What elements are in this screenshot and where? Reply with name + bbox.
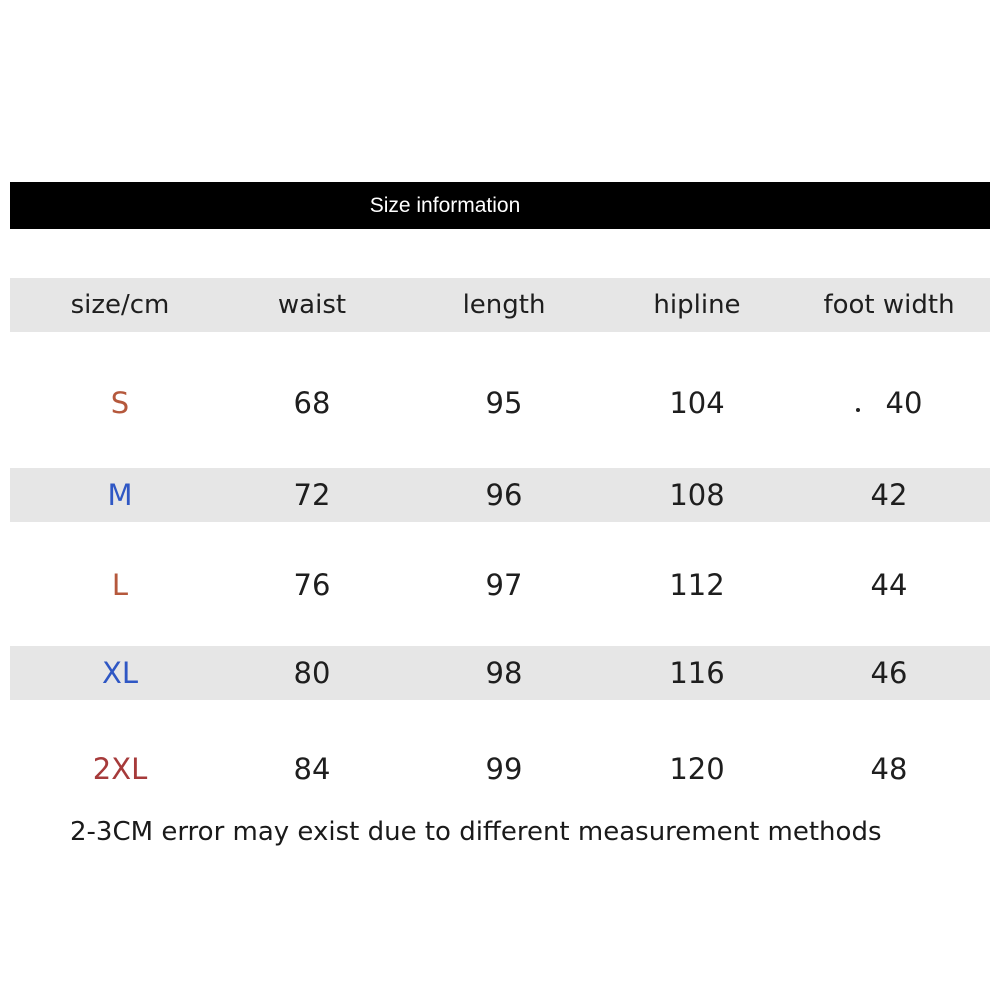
- hipline-value: 120: [669, 752, 725, 786]
- length-value: 97: [485, 568, 523, 602]
- size-label: L: [111, 568, 129, 602]
- length-value: 99: [485, 752, 523, 786]
- foot-width-value: 46: [870, 656, 908, 690]
- title-bar: [10, 182, 990, 229]
- waist-value: 72: [293, 478, 331, 512]
- foot-width-value: 40: [885, 386, 923, 420]
- waist-value: 76: [293, 568, 331, 602]
- header-size: size/cm: [70, 290, 170, 320]
- length-value: 95: [485, 386, 523, 420]
- header-length: length: [462, 290, 546, 320]
- table-row: [10, 646, 990, 700]
- foot-width-value: 44: [870, 568, 908, 602]
- size-label: 2XL: [92, 752, 148, 786]
- size-label: XL: [101, 656, 139, 690]
- header-foot-width: foot width: [823, 290, 955, 320]
- waist-value: 68: [293, 386, 331, 420]
- hipline-value: 104: [669, 386, 725, 420]
- size-label: M: [107, 478, 133, 512]
- length-value: 96: [485, 478, 523, 512]
- table-row: [10, 374, 990, 432]
- header-row: [10, 278, 990, 332]
- hipline-value: 108: [669, 478, 725, 512]
- table-row: [10, 740, 990, 798]
- foot-width-value: 48: [870, 752, 908, 786]
- table-title: Size information: [369, 194, 521, 217]
- hipline-value: 116: [669, 656, 725, 690]
- table-row: [10, 556, 990, 614]
- header-hipline: hipline: [653, 290, 741, 320]
- foot-width-cell: [789, 374, 989, 432]
- header-waist: waist: [277, 290, 347, 320]
- waist-value: 84: [293, 752, 331, 786]
- foot-width-value: 42: [870, 478, 908, 512]
- size-label: S: [110, 386, 130, 420]
- measurement-note: 2-3CM error may exist due to different measurement methods: [70, 817, 882, 847]
- table-row: [10, 468, 990, 522]
- length-value: 98: [485, 656, 523, 690]
- stray-dot: [856, 408, 860, 412]
- waist-value: 80: [293, 656, 331, 690]
- hipline-value: 112: [669, 568, 725, 602]
